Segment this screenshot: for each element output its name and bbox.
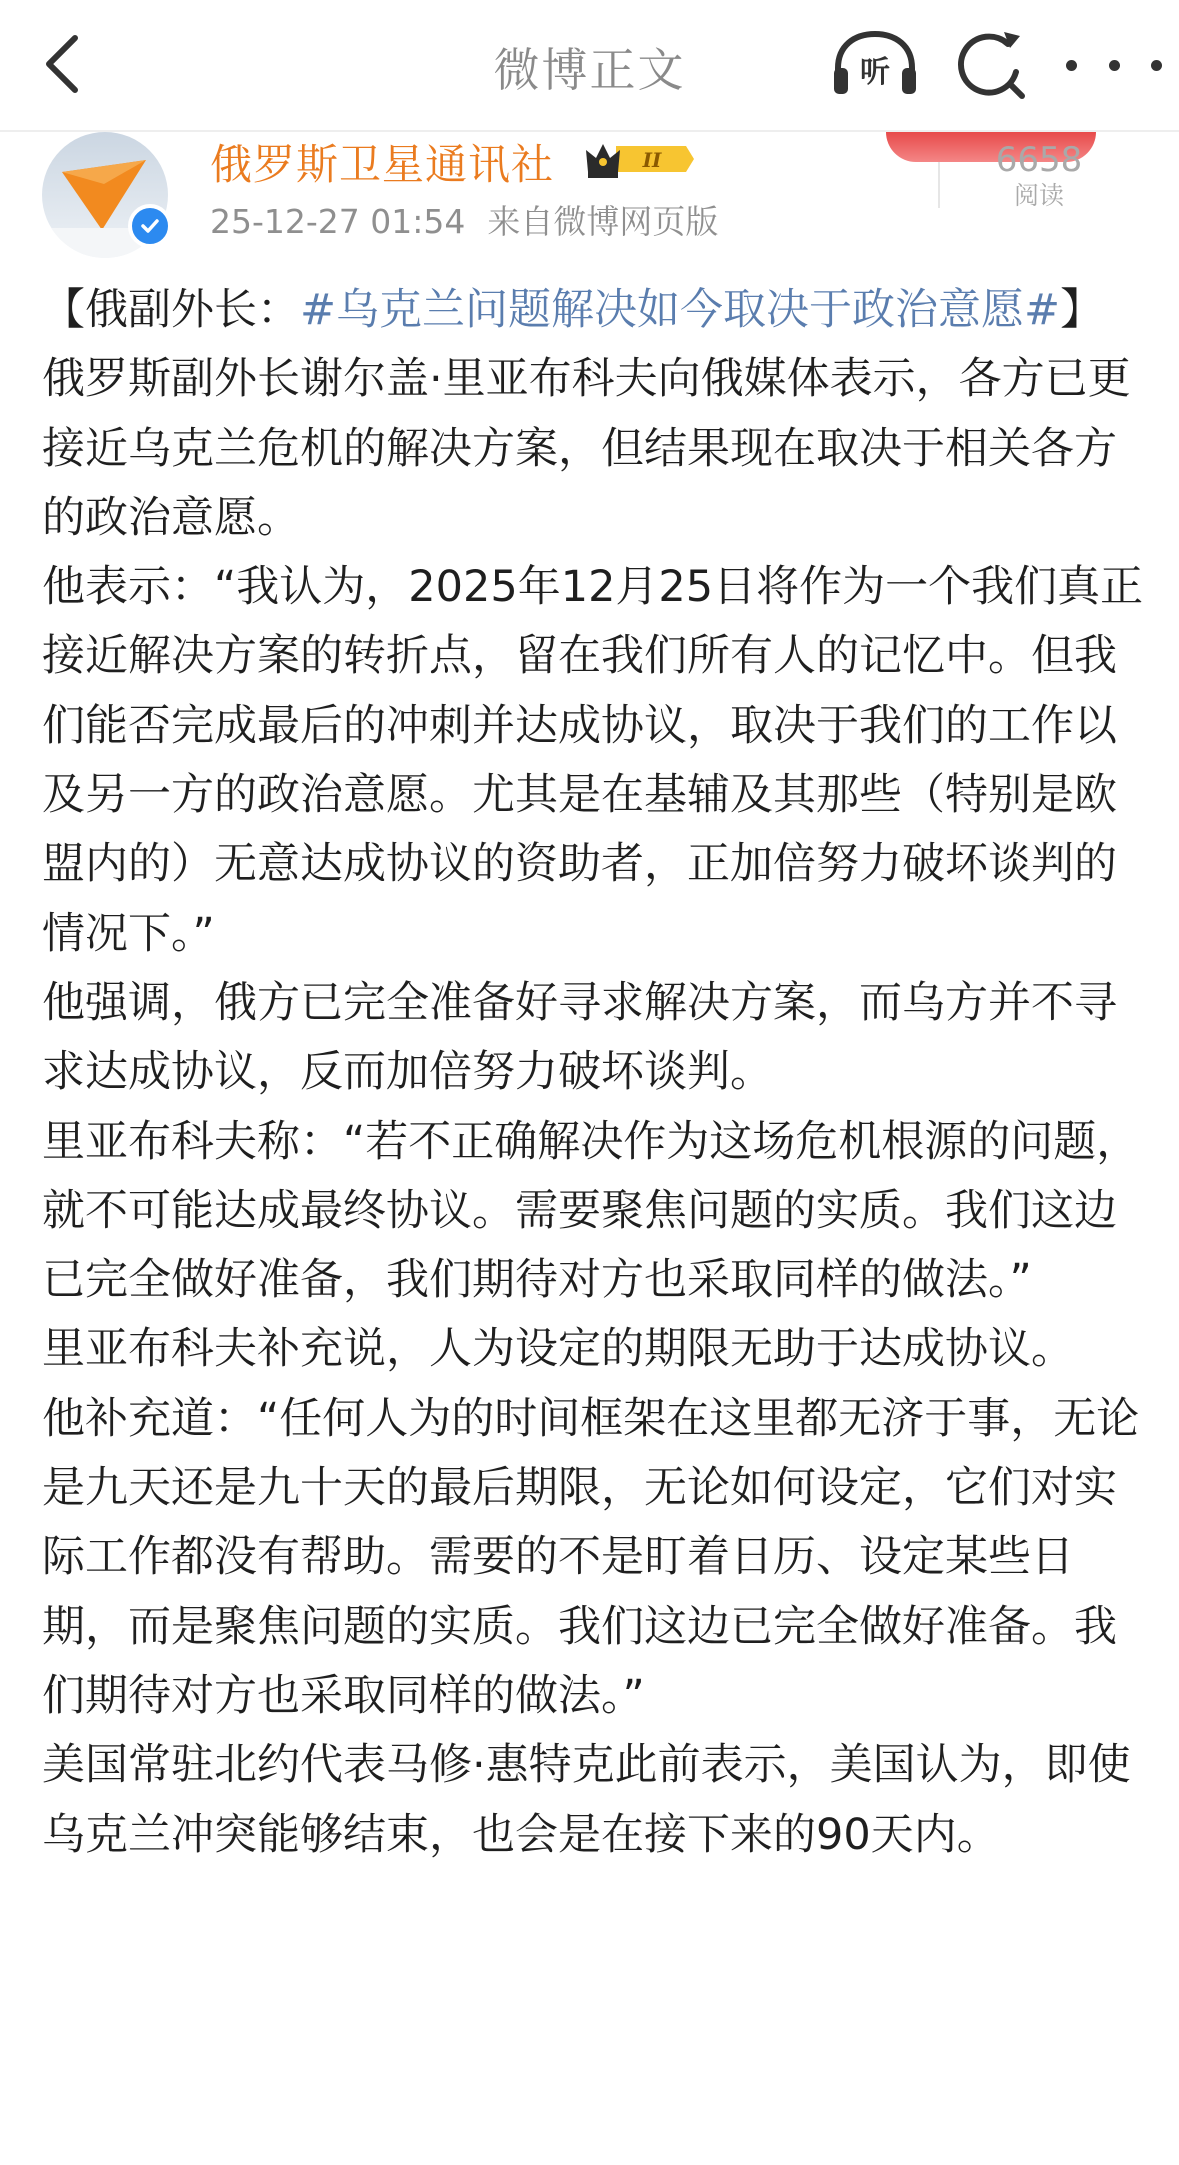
read-label: 阅读 (1013, 181, 1064, 210)
svg-text:听: 听 (860, 55, 890, 90)
more-icon-dot (1151, 60, 1162, 71)
listen-button[interactable] (830, 28, 920, 98)
post-paragraph: 里亚布科夫补充说，人为设定的期限无助于达成协议。 (42, 1324, 1074, 1375)
verified-icon (128, 204, 172, 248)
post-paragraph: 他强调，俄方已完全准备好寻求解决方案，而乌方并不寻求达成协议，反而加倍努力破坏谈判。 (42, 977, 1117, 1098)
intro-open: 【俄副外长： (42, 285, 300, 335)
vip-badge[interactable] (582, 136, 696, 182)
post-paragraph: 里亚布科夫称：“若不正确解决作为这场危机根源的问题，就不可能达成最终协议。需要聚焦问题的实质。我们这边已完全做好准备，我们期待对方也采取同样的做法。” (42, 1116, 1140, 1306)
post-paragraph: 他补充道：“任何人为的时间框架在这里都无济于事，无论是九天还是九十天的最后期限，无论如何设定，它们对实际工作都没有帮助。需要的不是盯着日历、设定某些日期，而是聚焦问题的实质。我们这边已完全做好准备。我们期待对方也采取同样的做法。” (42, 1393, 1140, 1721)
post-header (0, 132, 1179, 252)
hashtag-link[interactable]: #乌克兰问题解决如今取决于政治意愿# (300, 285, 1061, 335)
page-title: 微博正文 (493, 43, 686, 97)
intro-text: 俄罗斯副外长谢尔盖·里亚布科夫向俄媒体表示，各方已更接近乌克兰危机的解决方案，但结果现在取决于相关各方的政治意愿。 (42, 354, 1131, 543)
vip-level: II (642, 148, 662, 172)
read-count: 6658 (995, 140, 1083, 180)
top-navigation-bar (0, 0, 1179, 132)
post-meta (210, 196, 718, 243)
author-name[interactable]: 俄罗斯卫星通讯社 (210, 140, 555, 189)
refresh-button[interactable] (952, 26, 1028, 102)
post-paragraph: 他表示：“我认为，2025年12月25日将作为一个我们真正接近解决方案的转折点，留在我们所有人的记忆中。但我们能否完成最后的冲刺并达成协议，取决于我们的工作以及另一方的政治意愿。尤其是在基辅及其那些（特别是欧盟内的）无意达成协议的资助者，正加倍努力破坏谈判的情况下。” (42, 562, 1144, 959)
post-paragraph: 美国常驻北约代表马修·惠特克此前表示，美国认为，即使乌克兰冲突能够结束，也会是在接下来的90天内。 (42, 1740, 1131, 1860)
listen-headphone-icon (830, 28, 920, 98)
intro-close: 】 (1060, 285, 1104, 335)
divider (938, 162, 940, 208)
post-timestamp: 25-12-27 01:54 (210, 202, 466, 241)
more-icon (1066, 60, 1077, 71)
more-icon-dot (1109, 60, 1120, 71)
post-intro (42, 276, 1146, 553)
post-body (42, 276, 1146, 1870)
more-options-button[interactable] (1066, 30, 1162, 100)
post-source: 来自微博网页版 (487, 202, 719, 241)
refresh-icon (952, 26, 1028, 102)
